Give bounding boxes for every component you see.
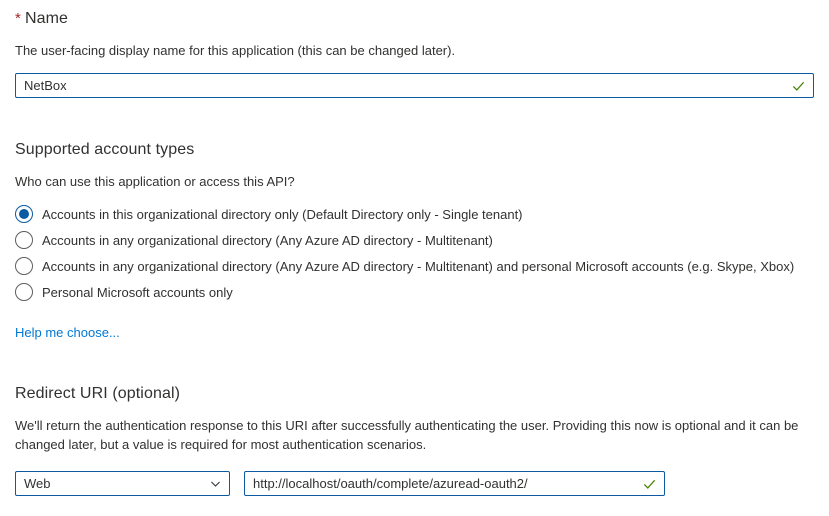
radio-label: Accounts in any organizational directory (Any Azure AD directory - Multitenant) and personal Microsoft accounts (e.g. Skype, Xbox) (42, 258, 795, 274)
radio-button[interactable] (15, 231, 33, 249)
name-input-container (15, 73, 814, 98)
uri-input-container (244, 471, 665, 496)
radio-button-selected[interactable] (15, 205, 33, 223)
redirect-uri-heading: Redirect URI (optional) (15, 385, 181, 402)
radio-button[interactable] (15, 257, 33, 275)
radio-label: Accounts in any organizational directory (Any Azure AD directory - Multitenant) (42, 232, 493, 248)
account-type-option-personal-only[interactable] (15, 283, 814, 301)
name-label (15, 10, 814, 28)
account-type-option-multitenant-personal[interactable] (15, 257, 814, 275)
redirect-uri-description: We'll return the authentication response to this URI after successfully authenticating the user. Providing this now is optional and it can be changed later, but a value is required for most authentication scenarios. (15, 418, 799, 452)
redirect-uri-input[interactable] (245, 472, 664, 495)
platform-dropdown-value: Web (24, 476, 51, 491)
radio-label: Personal Microsoft accounts only (42, 284, 233, 300)
required-asterisk: * (15, 10, 21, 27)
account-type-option-multitenant[interactable] (15, 231, 814, 249)
radio-button[interactable] (15, 283, 33, 301)
name-label-text: Name (24, 10, 69, 27)
radio-label: Accounts in this organizational directory only (Default Directory only - Single tenant) (42, 206, 523, 222)
account-types-heading: Supported account types (15, 141, 195, 158)
name-input[interactable] (16, 74, 813, 97)
platform-dropdown[interactable] (15, 471, 230, 496)
account-types-radio-group (15, 205, 814, 301)
help-me-choose-link[interactable]: Help me choose... (15, 325, 120, 340)
chevron-down-icon (209, 477, 222, 490)
account-types-question: Who can use this application or access this API? (15, 174, 295, 189)
account-type-option-single-tenant[interactable] (15, 205, 814, 223)
redirect-uri-row (15, 471, 814, 496)
name-description: The user-facing display name for this application (this can be changed later). (15, 43, 456, 58)
